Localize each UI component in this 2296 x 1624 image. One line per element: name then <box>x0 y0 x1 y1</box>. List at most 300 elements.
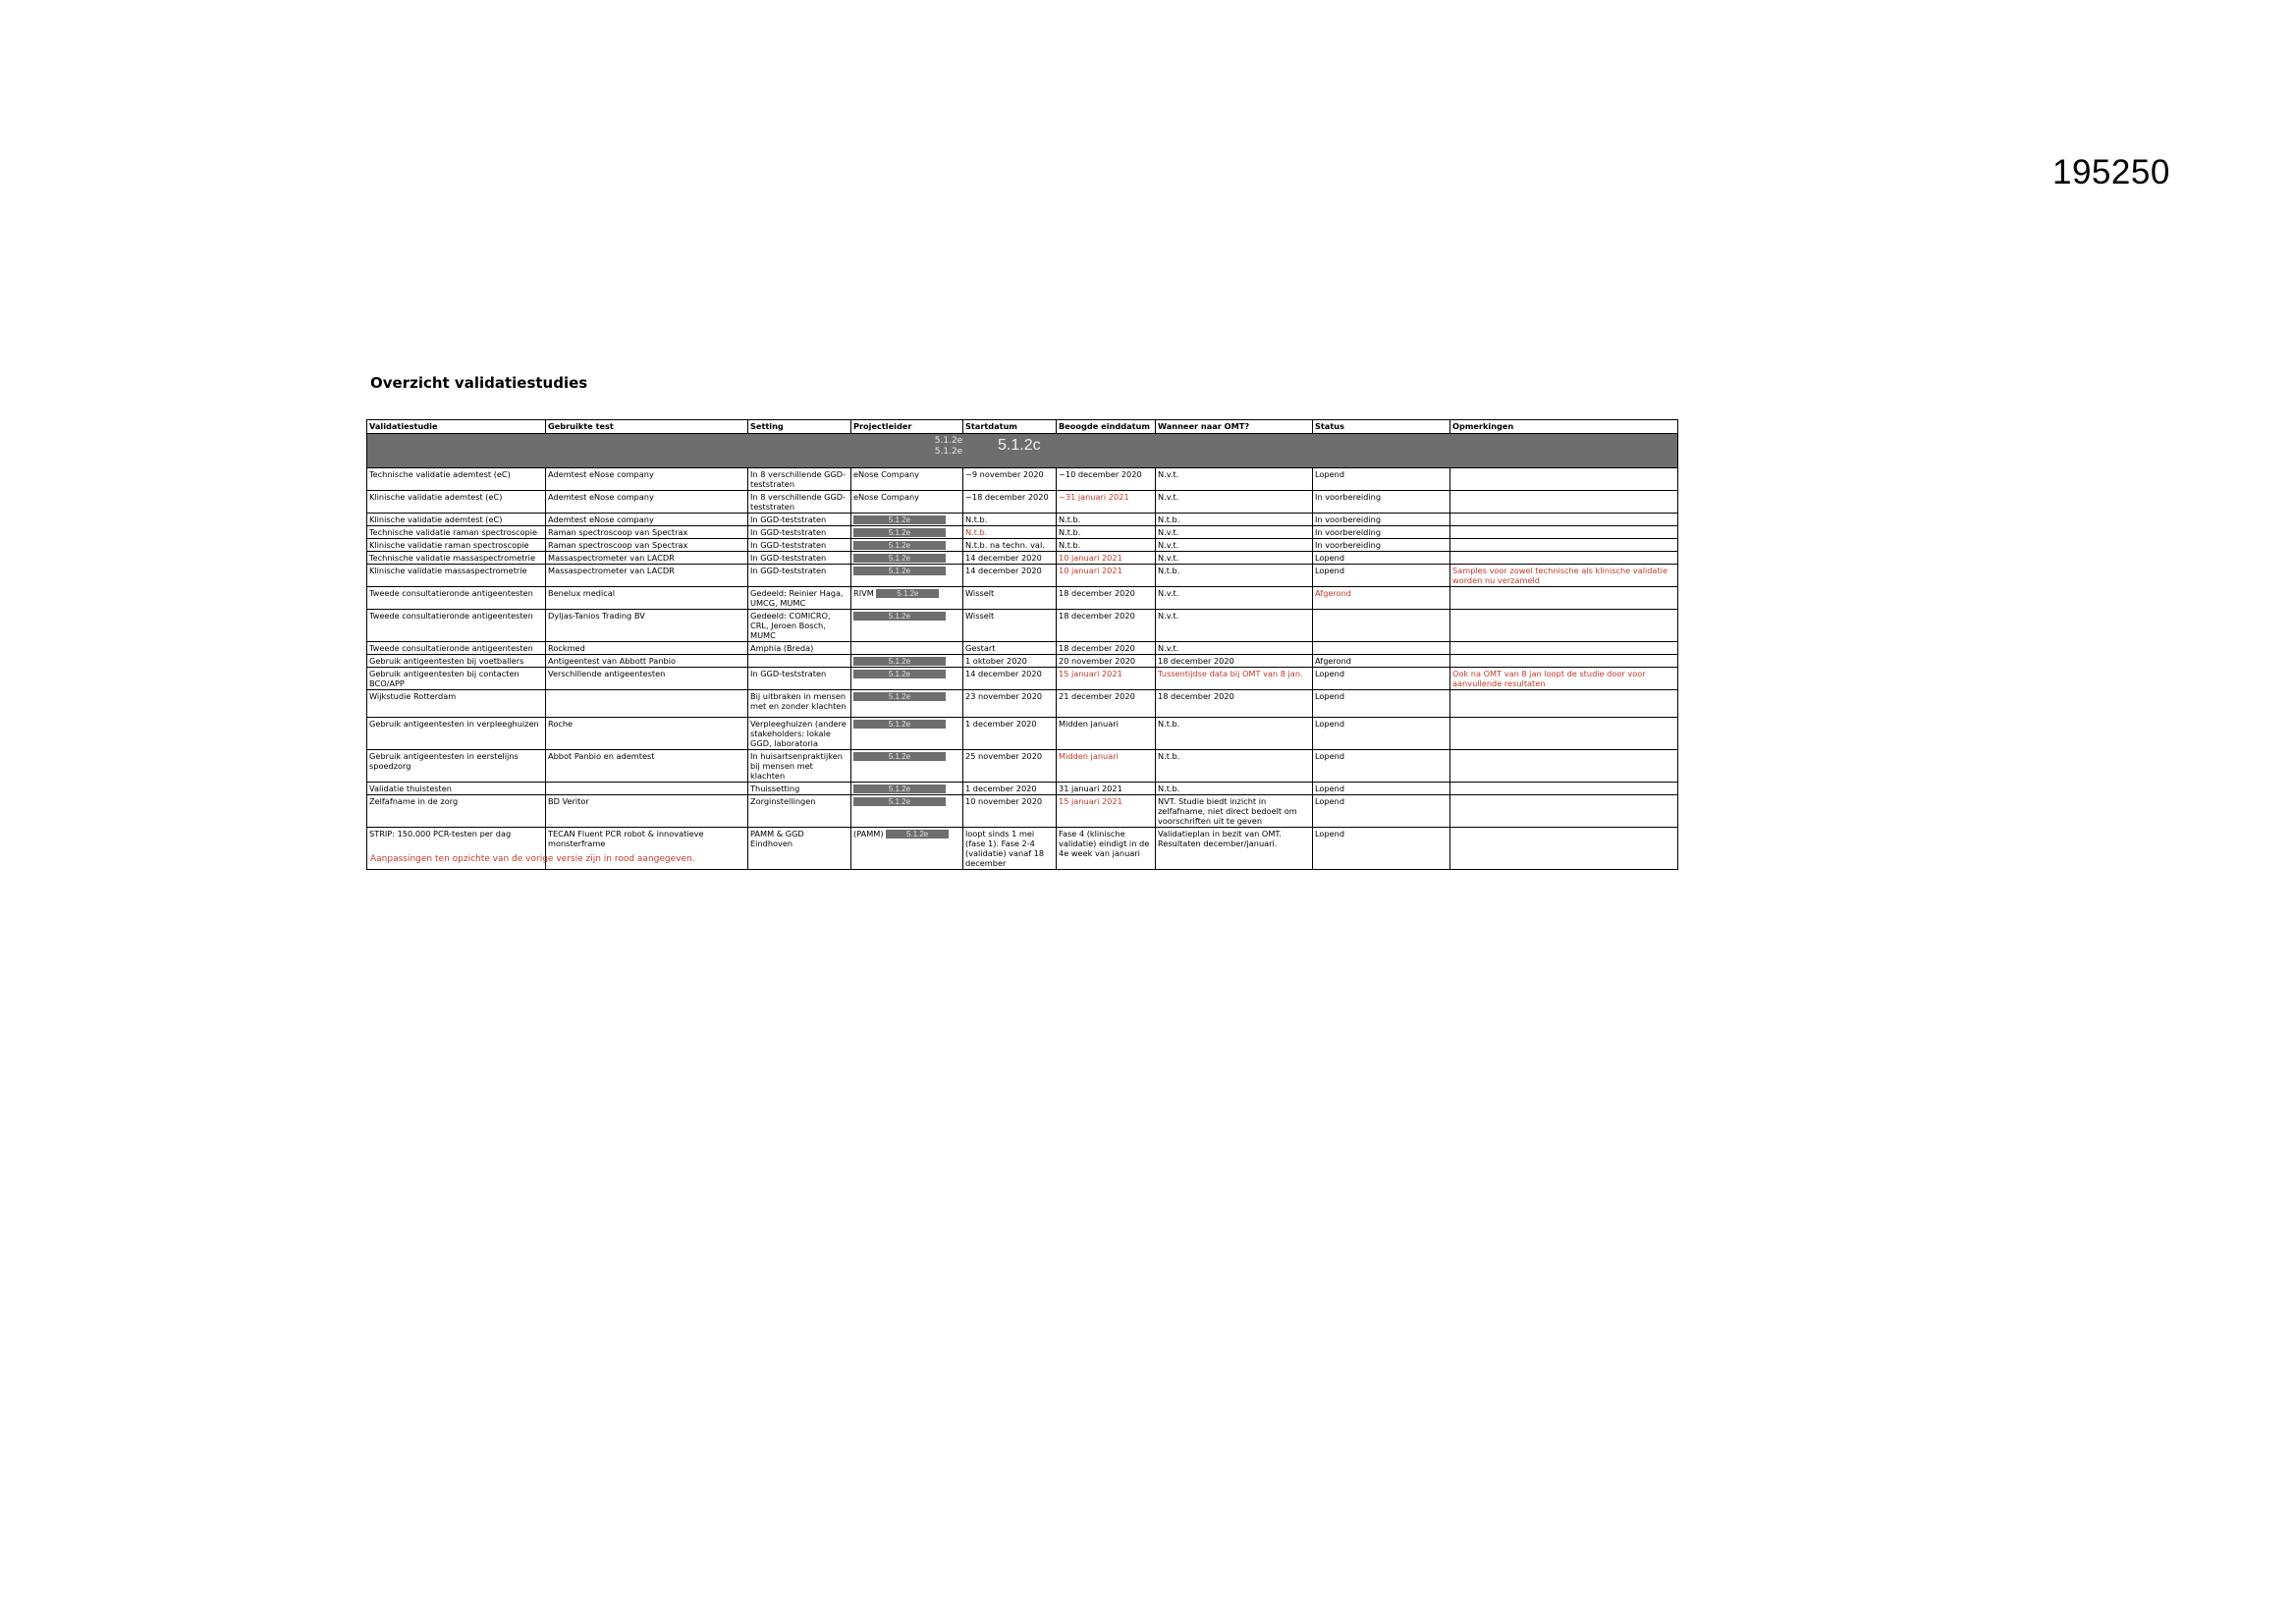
cell-text: loopt sinds 1 mei (fase 1). Fase 2-4 (validatie) vanaf 18 december <box>965 829 1045 868</box>
cell-setting <box>748 828 851 870</box>
cell-lead <box>851 750 963 783</box>
cell-lead <box>851 642 963 655</box>
cell-status <box>1313 610 1450 642</box>
cell-text: N.v.t. <box>1158 527 1179 537</box>
redaction-block: 5.1.2e <box>853 528 946 537</box>
redaction-block: 5.1.2e <box>853 657 946 666</box>
cell-end <box>1057 642 1156 655</box>
cell-text: Technische validatie raman spectroscopie <box>369 527 538 537</box>
cell-study <box>367 468 546 491</box>
table-row <box>367 750 1678 783</box>
cell-test <box>546 491 748 514</box>
cell-study <box>367 491 546 514</box>
validation-studies-table <box>366 419 1678 870</box>
cell-text: Tussentijdse data bij OMT van 8 jan. <box>1158 669 1303 678</box>
cell-omt <box>1156 690 1313 718</box>
cell-setting <box>748 514 851 526</box>
cell-notes <box>1450 526 1678 539</box>
cell-omt <box>1156 514 1313 526</box>
cell-lead <box>851 526 963 539</box>
cell-notes <box>1450 783 1678 795</box>
table-row <box>367 514 1678 526</box>
cell-test <box>546 514 748 526</box>
cell-end <box>1057 514 1156 526</box>
cell-omt <box>1156 718 1313 750</box>
redaction-block: 5.1.2e <box>853 797 946 806</box>
cell-status <box>1313 655 1450 668</box>
cell-text: Klinische validatie ademtest (eC) <box>369 514 503 524</box>
cell-text: Wijkstudie Rotterdam <box>369 691 457 701</box>
cell-text: 10 januari 2021 <box>1059 553 1122 563</box>
redaction-label: 5.1.2e <box>934 447 963 457</box>
cell-status <box>1313 750 1450 783</box>
document-title: Overzicht validatiestudies <box>370 374 588 392</box>
cell-setting <box>748 783 851 795</box>
cell-omt <box>1156 828 1313 870</box>
cell-text: Technische validatie ademtest (eC) <box>369 469 511 479</box>
cell-status <box>1313 718 1450 750</box>
cell-start <box>963 750 1057 783</box>
cell-lead <box>851 552 963 565</box>
cell-notes <box>1450 468 1678 491</box>
cell-text: N.v.t. <box>1158 540 1179 550</box>
cell-lead <box>851 539 963 552</box>
cell-text: 10 januari 2021 <box>1059 566 1122 575</box>
redaction-block: 5.1.2e <box>853 612 946 621</box>
cell-status <box>1313 828 1450 870</box>
cell-text: Lopend <box>1315 784 1345 793</box>
cell-text: Fase 4 (klinische validatie) eindigt in de 4e week van januari <box>1059 829 1150 858</box>
cell-setting <box>748 750 851 783</box>
cell-end <box>1057 828 1156 870</box>
cell-text: Samples voor zowel technische als klinische validatie worden nu verzameld <box>1452 566 1667 585</box>
cell-text: Ademtest eNose company <box>548 492 654 502</box>
cell-text: In GGD-teststraten <box>750 527 827 537</box>
cell-study <box>367 552 546 565</box>
cell-text: In GGD-teststraten <box>750 669 827 678</box>
cell-text: ~9 november 2020 <box>965 469 1044 479</box>
cell-text: Gedeeld: Reinier Haga, UMCG, MUMC <box>750 588 844 608</box>
cell-omt <box>1156 468 1313 491</box>
cell-start <box>963 587 1057 610</box>
column-header: Setting <box>748 420 851 434</box>
redaction-block: 5.1.2e <box>853 692 946 701</box>
cell-omt <box>1156 610 1313 642</box>
cell-study <box>367 718 546 750</box>
cell-text: 31 januari 2021 <box>1059 784 1122 793</box>
cell-text: Rockmed <box>548 643 585 653</box>
cell-end <box>1057 587 1156 610</box>
table-row <box>367 526 1678 539</box>
table-body <box>367 468 1678 870</box>
cell-text: In GGD-teststraten <box>750 514 827 524</box>
cell-notes <box>1450 655 1678 668</box>
cell-text: In GGD-teststraten <box>750 566 827 575</box>
cell-text: Raman spectroscoop van Spectrax <box>548 527 688 537</box>
cell-text: Massaspectrometer van LACDR <box>548 553 675 563</box>
cell-omt <box>1156 552 1313 565</box>
cell-status <box>1313 587 1450 610</box>
cell-text: 1 december 2020 <box>965 784 1037 793</box>
cell-test <box>546 783 748 795</box>
cell-text: Tweede consultatieronde antigeentesten <box>369 643 533 653</box>
cell-text: Gebruik antigeentesten bij voetballers <box>369 656 524 666</box>
redaction-block: 5.1.2e <box>876 589 939 598</box>
cell-start <box>963 468 1057 491</box>
cell-text: Thuissetting <box>750 784 800 793</box>
cell-start <box>963 718 1057 750</box>
cell-status <box>1313 491 1450 514</box>
column-header: Projectleider <box>851 420 963 434</box>
column-header: Status <box>1313 420 1450 434</box>
cell-text: In 8 verschillende GGD-teststraten <box>750 469 847 489</box>
cell-text: TECAN Fluent PCR robot & innovatieve monsterframe <box>548 829 704 848</box>
cell-text: Technische validatie massaspectrometrie <box>369 553 535 563</box>
cell-omt <box>1156 642 1313 655</box>
cell-start <box>963 539 1057 552</box>
cell-omt <box>1156 655 1313 668</box>
cell-end <box>1057 468 1156 491</box>
cell-status <box>1313 565 1450 587</box>
cell-text: 14 december 2020 <box>965 566 1042 575</box>
cell-text: Validatie thuistesten <box>369 784 452 793</box>
cell-notes <box>1450 565 1678 587</box>
cell-text: 18 december 2020 <box>1059 611 1135 621</box>
cell-text: 25 november 2020 <box>965 751 1043 761</box>
cell-text: Afgerond <box>1315 588 1352 598</box>
cell-lead <box>851 668 963 690</box>
cell-text: Massaspectrometer van LACDR <box>548 566 675 575</box>
cell-end <box>1057 795 1156 828</box>
cell-text: 18 december 2020 <box>1059 588 1135 598</box>
cell-text: In GGD-teststraten <box>750 553 827 563</box>
cell-text: 1 december 2020 <box>965 719 1037 729</box>
table-row <box>367 565 1678 587</box>
cell-status <box>1313 514 1450 526</box>
redaction-block: 5.1.2e <box>853 554 946 563</box>
cell-text: Verschillende antigeentesten <box>548 669 666 678</box>
redaction-block: 5.1.2e <box>853 785 946 793</box>
cell-text: In 8 verschillende GGD-teststraten <box>750 492 847 512</box>
redaction-label-large: 5.1.2c <box>998 437 1041 454</box>
cell-text: Gebruik antigeentesten in verpleeghuizen <box>369 719 539 729</box>
cell-text: N.v.t. <box>1158 553 1179 563</box>
cell-start <box>963 526 1057 539</box>
cell-start <box>963 783 1057 795</box>
cell-text: Zorginstellingen <box>750 796 816 806</box>
cell-text: 1 oktober 2020 <box>965 656 1027 666</box>
cell-lead <box>851 795 963 828</box>
cell-text: Gedeeld: COMICRO, CRL, Jeroen Bosch, MUMC <box>750 611 831 640</box>
redaction-block: 5.1.2e <box>853 720 946 729</box>
cell-text: Ademtest eNose company <box>548 469 654 479</box>
cell-setting <box>748 610 851 642</box>
cell-text: Lopend <box>1315 469 1345 479</box>
cell-omt <box>1156 668 1313 690</box>
cell-text: 10 november 2020 <box>965 796 1043 806</box>
cell-end <box>1057 783 1156 795</box>
cell-start <box>963 690 1057 718</box>
cell-study <box>367 668 546 690</box>
cell-text: 21 december 2020 <box>1059 691 1135 701</box>
cell-lead <box>851 565 963 587</box>
redaction-block: 5.1.2e <box>853 567 946 575</box>
cell-text: N.t.b. na techn. val. <box>965 540 1045 550</box>
cell-end <box>1057 491 1156 514</box>
cell-text: In voorbereiding <box>1315 514 1382 524</box>
column-header: Startdatum <box>963 420 1057 434</box>
cell-notes <box>1450 750 1678 783</box>
cell-text: N.t.b. <box>1158 719 1180 729</box>
cell-end <box>1057 690 1156 718</box>
cell-status <box>1313 690 1450 718</box>
cell-text: Tweede consultatieronde antigeentesten <box>369 588 533 598</box>
redacted-header-bar <box>367 434 1678 468</box>
cell-study <box>367 642 546 655</box>
cell-study <box>367 795 546 828</box>
cell-text: N.t.b. <box>965 514 988 524</box>
cell-setting <box>748 468 851 491</box>
cell-text: Lopend <box>1315 796 1345 806</box>
table-row <box>367 655 1678 668</box>
cell-text: Afgerond <box>1315 656 1352 666</box>
cell-text: Lopend <box>1315 669 1345 678</box>
cell-lead <box>851 491 963 514</box>
cell-notes <box>1450 491 1678 514</box>
table-header-row <box>367 420 1678 434</box>
cell-setting <box>748 539 851 552</box>
cell-text: 18 december 2020 <box>1059 643 1135 653</box>
cell-text: STRIP: 150.000 PCR-testen per dag <box>369 829 512 839</box>
cell-text: N.v.t. <box>1158 469 1179 479</box>
cell-test <box>546 750 748 783</box>
cell-study <box>367 539 546 552</box>
cell-text: Midden januari <box>1059 751 1119 761</box>
cell-text: 23 november 2020 <box>965 691 1043 701</box>
cell-study <box>367 514 546 526</box>
cell-test <box>546 668 748 690</box>
cell-omt <box>1156 565 1313 587</box>
redaction-label: 5.1.2e <box>934 436 963 446</box>
table-row <box>367 587 1678 610</box>
cell-status <box>1313 539 1450 552</box>
cell-text: Gebruik antigeentesten bij contacten BCO/APP <box>369 669 519 688</box>
cell-text: Wisselt <box>965 611 995 621</box>
cell-status <box>1313 526 1450 539</box>
cell-status <box>1313 552 1450 565</box>
cell-notes <box>1450 539 1678 552</box>
cell-setting <box>748 526 851 539</box>
table-row <box>367 783 1678 795</box>
cell-start <box>963 514 1057 526</box>
cell-text: Klinische validatie massaspectrometrie <box>369 566 527 575</box>
cell-end <box>1057 750 1156 783</box>
table-row <box>367 795 1678 828</box>
cell-lead <box>851 690 963 718</box>
cell-start <box>963 491 1057 514</box>
cell-notes <box>1450 610 1678 642</box>
cell-text: In GGD-teststraten <box>750 540 827 550</box>
cell-test <box>546 642 748 655</box>
document-number: 195250 <box>2052 153 2170 191</box>
cell-start <box>963 565 1057 587</box>
cell-text: Verpleeghuizen (andere stakeholders: lokale GGD, laboratoria <box>750 719 847 748</box>
cell-notes <box>1450 514 1678 526</box>
cell-text: Lopend <box>1315 553 1345 563</box>
cell-start <box>963 642 1057 655</box>
cell-test <box>546 565 748 587</box>
cell-test <box>546 718 748 750</box>
cell-text: Roche <box>548 719 574 729</box>
cell-text: 14 december 2020 <box>965 553 1042 563</box>
cell-start <box>963 552 1057 565</box>
cell-study <box>367 587 546 610</box>
cell-text: N.v.t. <box>1158 492 1179 502</box>
cell-notes <box>1450 718 1678 750</box>
cell-text: 14 december 2020 <box>965 669 1042 678</box>
cell-test <box>546 587 748 610</box>
cell-text: PAMM & GGD Eindhoven <box>750 829 804 848</box>
cell-status <box>1313 795 1450 828</box>
cell-text: Ook na OMT van 8 jan loopt de studie door voor aanvullende resultaten <box>1452 669 1646 688</box>
cell-setting <box>748 718 851 750</box>
cell-text: 15 januari 2021 <box>1059 796 1122 806</box>
cell-setting <box>748 795 851 828</box>
column-header: Beoogde einddatum <box>1057 420 1156 434</box>
cell-omt <box>1156 539 1313 552</box>
cell-notes <box>1450 828 1678 870</box>
cell-setting <box>748 668 851 690</box>
redaction-block: 5.1.2e <box>853 670 946 678</box>
column-header: Wanneer naar OMT? <box>1156 420 1313 434</box>
cell-lead <box>851 828 963 870</box>
table-row <box>367 468 1678 491</box>
cell-omt <box>1156 491 1313 514</box>
cell-notes <box>1450 587 1678 610</box>
cell-status <box>1313 468 1450 491</box>
cell-text: N.t.b. <box>1059 514 1081 524</box>
redaction-block: 5.1.2e <box>886 830 949 839</box>
cell-lead <box>851 514 963 526</box>
cell-text: (PAMM) <box>853 829 884 839</box>
cell-end <box>1057 655 1156 668</box>
cell-start <box>963 610 1057 642</box>
cell-omt <box>1156 795 1313 828</box>
cell-text: In huisartsenpraktijken bij mensen met klachten <box>750 751 843 781</box>
cell-start <box>963 795 1057 828</box>
footnote: Aanpassingen ten opzichte van de vorige versie zijn in rood aangegeven. <box>370 854 695 864</box>
cell-text: Klinische validatie raman spectroscopie <box>369 540 529 550</box>
cell-setting <box>748 491 851 514</box>
cell-text: N.t.b. <box>1158 514 1180 524</box>
cell-notes <box>1450 795 1678 828</box>
cell-notes <box>1450 552 1678 565</box>
cell-setting <box>748 552 851 565</box>
cell-setting <box>748 565 851 587</box>
column-header: Opmerkingen <box>1450 420 1678 434</box>
cell-test <box>546 795 748 828</box>
cell-text: N.t.b. <box>965 527 988 537</box>
cell-lead <box>851 718 963 750</box>
cell-notes <box>1450 642 1678 655</box>
cell-text: Zelfafname in de zorg <box>369 796 459 806</box>
table-row <box>367 642 1678 655</box>
cell-test <box>546 552 748 565</box>
cell-end <box>1057 668 1156 690</box>
cell-omt <box>1156 750 1313 783</box>
cell-text: N.v.t. <box>1158 643 1179 653</box>
table-row <box>367 690 1678 718</box>
cell-text: N.v.t. <box>1158 588 1179 598</box>
cell-text: Klinische validatie ademtest (eC) <box>369 492 503 502</box>
cell-text: 20 november 2020 <box>1059 656 1136 666</box>
cell-text: 18 december 2020 <box>1158 656 1234 666</box>
cell-text: Benelux medical <box>548 588 616 598</box>
cell-test <box>546 526 748 539</box>
cell-status <box>1313 783 1450 795</box>
cell-text: 15 januari 2021 <box>1059 669 1122 678</box>
cell-text: 18 december 2020 <box>1158 691 1234 701</box>
cell-study <box>367 565 546 587</box>
cell-text: Lopend <box>1315 829 1345 839</box>
cell-study <box>367 526 546 539</box>
cell-lead <box>851 587 963 610</box>
cell-text: Lopend <box>1315 751 1345 761</box>
cell-text: Antigeentest van Abbott Panbio <box>548 656 676 666</box>
cell-lead <box>851 655 963 668</box>
cell-text: In voorbereiding <box>1315 492 1382 502</box>
cell-study <box>367 783 546 795</box>
cell-setting <box>748 587 851 610</box>
cell-text: ~10 december 2020 <box>1059 469 1142 479</box>
cell-text: Midden januari <box>1059 719 1119 729</box>
table-row <box>367 610 1678 642</box>
cell-study <box>367 610 546 642</box>
cell-end <box>1057 610 1156 642</box>
cell-end <box>1057 565 1156 587</box>
cell-text: N.t.b. <box>1158 751 1180 761</box>
cell-omt <box>1156 526 1313 539</box>
cell-lead <box>851 610 963 642</box>
cell-test <box>546 610 748 642</box>
column-header: Validatiestudie <box>367 420 546 434</box>
cell-text: Lopend <box>1315 566 1345 575</box>
cell-text: Abbot Panbio en ademtest <box>548 751 655 761</box>
cell-text: BD Veritor <box>548 796 589 806</box>
cell-text: ~18 december 2020 <box>965 492 1049 502</box>
cell-end <box>1057 718 1156 750</box>
cell-text: Amphia (Breda) <box>750 643 814 653</box>
redaction-block: 5.1.2e <box>853 541 946 550</box>
cell-start <box>963 828 1057 870</box>
table-row <box>367 718 1678 750</box>
cell-setting <box>748 642 851 655</box>
cell-study <box>367 750 546 783</box>
cell-start <box>963 655 1057 668</box>
redaction-bar-cell <box>367 434 1678 468</box>
cell-study <box>367 690 546 718</box>
cell-test <box>546 690 748 718</box>
table-row <box>367 668 1678 690</box>
cell-text: ~31 januari 2021 <box>1059 492 1129 502</box>
cell-text: N.v.t. <box>1158 611 1179 621</box>
cell-text: Dyljas-Tanios Trading BV <box>548 611 645 621</box>
cell-text: N.t.b. <box>1059 540 1081 550</box>
cell-text: eNose Company <box>853 469 920 479</box>
cell-text: Ademtest eNose company <box>548 514 654 524</box>
cell-start <box>963 668 1057 690</box>
cell-test <box>546 468 748 491</box>
